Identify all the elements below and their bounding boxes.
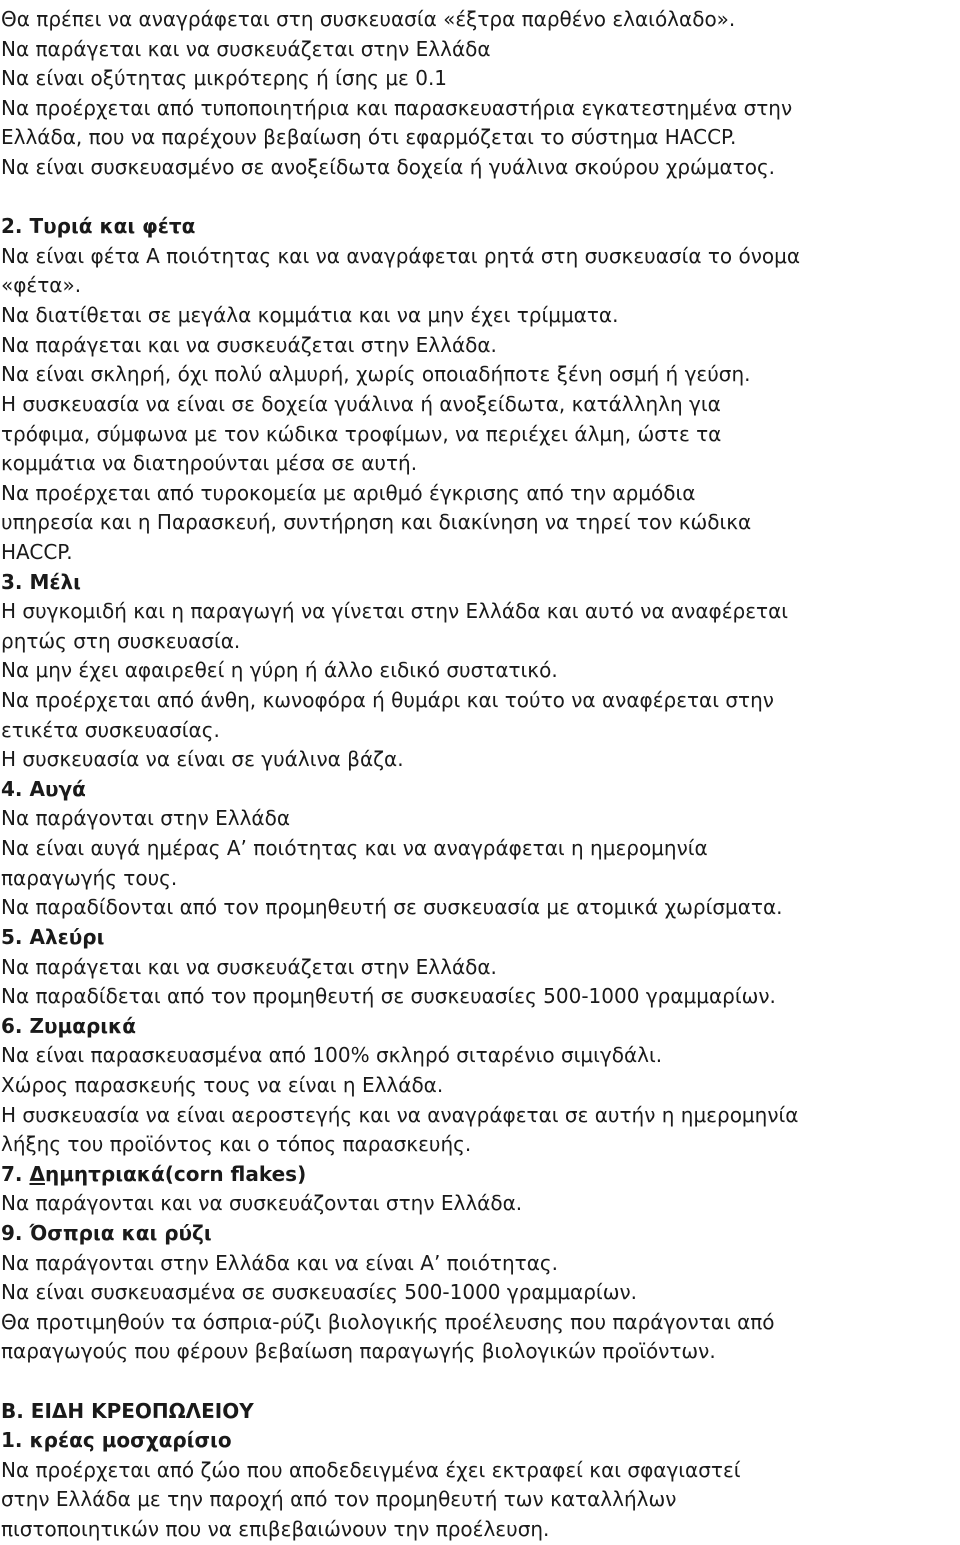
heading-underlined-letter: Δ [29, 1161, 45, 1186]
text-line: πιστοποιητικών που να επιβεβαιώνουν την προέλευση. [1, 1517, 550, 1542]
section-heading [1, 1160, 959, 1190]
section-heading: 3. Μέλι [1, 569, 81, 594]
blank-line [1, 1367, 959, 1397]
text-line: ρητώς στη συσκευασία. [1, 628, 241, 653]
text-line: τρόφιμα, σύμφωνα με τον κώδικα τροφίμων, να περιέχει άλμη, ώστε τα [1, 421, 722, 446]
text-line: Η συγκομιδή και η παραγωγή να γίνεται στην Ελλάδα και αυτό να αναφέρεται [1, 599, 789, 624]
section-heading: 9. Όσπρια και ρύζι [1, 1220, 212, 1245]
section-heading: Β. ΕΙΔΗ ΚΡΕΟΠΩΛΕΙΟΥ [1, 1398, 254, 1423]
text-line: Να είναι αυγά ημέρας Α’ ποιότητας και να αναγράφεται η ημερομηνία [1, 836, 708, 861]
section-heading: 1. κρέας μοσχαρίσιο [1, 1428, 232, 1453]
text-line: Η συσκευασία να είναι σε γυάλινα βάζα. [1, 747, 404, 772]
text-line: Να είναι φέτα Α ποιότητας και να αναγράφεται ρητά στη συσκευασία το όνομα [1, 243, 801, 268]
blank-line [1, 183, 959, 213]
text-line: Να παράγονται και να συσκευάζονται στην Ελλάδα. [1, 1191, 523, 1216]
text-line: λήξης του προϊόντος και ο τόπος παρασκευής. [1, 1132, 472, 1157]
text-line: «φέτα». [1, 273, 82, 298]
text-line: Χώρος παρασκευής τους να είναι η Ελλάδα. [1, 1072, 444, 1097]
text-line: Να προέρχεται από άνθη, κωνοφόρα ή θυμάρι και τούτο να αναφέρεται στην [1, 688, 774, 713]
text-line: παραγωγής τους. [1, 865, 178, 890]
text-line: Να είναι παρασκευασμένα από 100% σκληρό σιταρένιο σιμιγδάλι. [1, 1043, 663, 1068]
document-page [1, 0, 959, 1545]
text-line: ετικέτα συσκευασίας. [1, 717, 220, 742]
text-line: Η συσκευασία να είναι σε δοχεία γυάλινα ή ανοξείδωτα, κατάλληλη για [1, 391, 721, 416]
text-line: Να διατίθεται σε μεγάλα κομμάτια και να μην έχει τρίμματα. [1, 303, 619, 328]
section-heading: 4. Αυγά [1, 776, 86, 801]
section-heading: 5. Αλεύρι [1, 924, 105, 949]
text-line: κομμάτια να διατηρούνται μέσα σε αυτή. [1, 451, 418, 476]
text-line: Η συσκευασία να είναι αεροστεγής και να αναγράφεται σε αυτήν η ημερομηνία [1, 1102, 799, 1127]
text-line: Να προέρχεται από τυποποιητήρια και παρασκευαστήρια εγκατεστημένα στην [1, 95, 793, 120]
text-line: Να μην έχει αφαιρεθεί η γύρη ή άλλο ειδικό συστατικό. [1, 658, 558, 683]
text-line: Να παραδίδονται από τον προμηθευτή σε συσκευασία με ατομικά χωρίσματα. [1, 895, 783, 920]
text-line: Να παράγεται και να συσκευάζεται στην Ελλάδα. [1, 954, 497, 979]
text-line: Να παράγονται στην Ελλάδα [1, 806, 291, 831]
text-line: Να είναι σκληρή, όχι πολύ αλμυρή, χωρίς οποιαδήποτε ξένη οσμή ή γεύση. [1, 362, 751, 387]
text-line: Να είναι συσκευασμένα σε συσκευασίες 500-1000 γραμμαρίων. [1, 1280, 637, 1305]
heading-number: 7. [1, 1161, 30, 1186]
heading-rest: ημητριακά(corn flakes) [44, 1161, 307, 1186]
text-line: Να προέρχεται από τυροκομεία με αριθμό έγκρισης από την αρμόδια [1, 480, 696, 505]
text-line: Να παράγονται στην Ελλάδα και να είναι Α’ ποιότητας. [1, 1250, 558, 1275]
text-line: Να είναι συσκευασμένο σε ανοξείδωτα δοχεία ή γυάλινα σκούρου χρώματος. [1, 155, 776, 180]
text-line: Ελλάδα, που να παρέχουν βεβαίωση ότι εφαρμόζεται το σύστημα HACCP. [1, 125, 737, 150]
text-line: υπηρεσία και η Παρασκευή, συντήρηση και διακίνηση να τηρεί τον κώδικα [1, 510, 752, 535]
text-line: στην Ελλάδα με την παροχή από τον προμηθευτή των καταλλήλων [1, 1487, 677, 1512]
text-line: Θα προτιμηθούν τα όσπρια-ρύζι βιολογικής προέλευσης που παράγονται από [1, 1309, 775, 1334]
text-line: Να προέρχεται από ζώο που αποδεδειγμένα έχει εκτραφεί και σφαγιαστεί [1, 1457, 741, 1482]
text-line: Να παράγεται και να συσκευάζεται στην Ελλάδα [1, 36, 491, 61]
section-heading: 2. Τυριά και φέτα [1, 214, 196, 239]
text-line: παραγωγούς που φέρουν βεβαίωση παραγωγής βιολογικών προϊόντων. [1, 1339, 716, 1364]
section-heading: 6. Ζυμαρικά [1, 1013, 136, 1038]
text-line: HACCP. [1, 539, 73, 564]
text-line: Να παράγεται και να συσκευάζεται στην Ελλάδα. [1, 332, 497, 357]
text-line: Να παραδίδεται από τον προμηθευτή σε συσκευασίες 500-1000 γραμμαρίων. [1, 984, 776, 1009]
text-line: Να είναι οξύτητας μικρότερης ή ίσης με 0.1 [1, 66, 448, 91]
text-line: Θα πρέπει να αναγράφεται στη συσκευασία «έξτρα παρθένο ελαιόλαδο». [1, 7, 736, 31]
